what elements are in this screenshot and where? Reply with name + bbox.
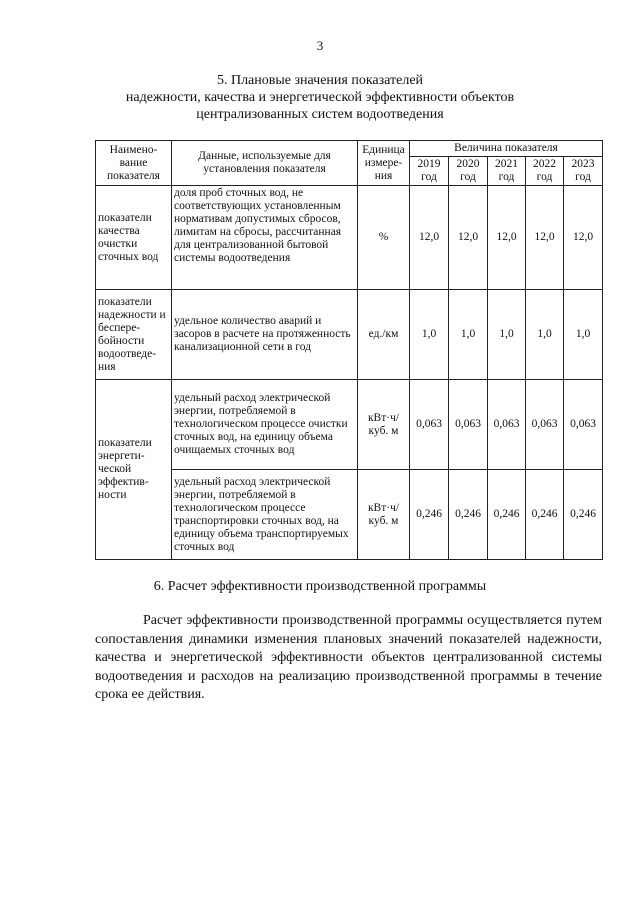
header-data: Данные, используемые для установления показателя — [172, 141, 358, 186]
row-value: 1,0 — [488, 290, 526, 380]
header-value: Величина показателя — [410, 141, 603, 157]
table-row — [96, 186, 603, 290]
row-unit: кВт·ч/ куб. м — [358, 380, 410, 470]
section-6-paragraph-text: Расчет эффективности производственной программы осуществляется путем сопоставления динамики изменения плановых значений показателей надежности, качества и энергетической эффективности объектов централизованной системы водоотведения и расходов на реализацию производственной программы в течение срока ее действия. — [95, 613, 602, 703]
row-unit: ед./км — [358, 290, 410, 380]
row-unit: % — [358, 186, 410, 290]
section-6-paragraph — [95, 612, 602, 705]
table-header-row — [96, 141, 603, 157]
row-value: 1,0 — [410, 290, 449, 380]
row-description: доля проб сточных вод, не соответствующих установленным нормативам допустимых сбросов, лимитам на сбросы, рассчитанная для централизованной бытовой системы водоотведения — [172, 186, 358, 290]
header-year: 2021 год — [488, 157, 526, 186]
row-value: 0,063 — [449, 380, 488, 470]
row-name: показатели надежности и беспере-бойности водоотведе-ния — [96, 290, 172, 380]
row-value: 1,0 — [449, 290, 488, 380]
row-value: 0,063 — [526, 380, 564, 470]
row-name: показатели энергети-ческой эффектив-ности — [96, 380, 172, 560]
row-value: 12,0 — [488, 186, 526, 290]
row-value: 12,0 — [410, 186, 449, 290]
row-value: 0,246 — [410, 470, 449, 560]
header-unit: Единица измере-ния — [358, 141, 410, 186]
row-value: 12,0 — [564, 186, 603, 290]
row-value: 12,0 — [449, 186, 488, 290]
row-value: 0,063 — [410, 380, 449, 470]
header-year: 2020 год — [449, 157, 488, 186]
header-name: Наимено-вание показателя — [96, 141, 172, 186]
header-year: 2023 год — [564, 157, 603, 186]
header-year: 2019 год — [410, 157, 449, 186]
row-description: удельный расход электрической энергии, потребляемой в технологическом процессе транспортировки сточных вод, на единицу объема транспортируемых сточных вод — [172, 470, 358, 560]
row-description: удельный расход электрической энергии, потребляемой в технологическом процессе очистки сточных вод, на единицу объема очищаемых сточных вод — [172, 380, 358, 470]
header-year: 2022 год — [526, 157, 564, 186]
section-6-title: 6. Расчет эффективности производственной программы — [153, 579, 487, 594]
row-value: 12,0 — [526, 186, 564, 290]
table-row — [96, 380, 603, 470]
row-value: 0,246 — [449, 470, 488, 560]
page-number: 3 — [316, 38, 324, 53]
row-unit: кВт·ч/ куб. м — [358, 470, 410, 560]
row-value: 0,246 — [564, 470, 603, 560]
indicators-table — [95, 140, 603, 560]
row-value: 0,063 — [488, 380, 526, 470]
row-value: 0,063 — [564, 380, 603, 470]
row-value: 0,246 — [488, 470, 526, 560]
row-value: 1,0 — [526, 290, 564, 380]
section-5-title-line-2: надежности, качества и энергетической эффективности объектов — [125, 90, 515, 105]
row-description: удельное количество аварий и засоров в расчете на протяженность канализационной сети в год — [172, 290, 358, 380]
section-5-title-line-1: 5. Плановые значения показателей — [216, 73, 424, 88]
section-5-title-line-3: централизованных систем водоотведения — [196, 107, 444, 122]
table-row — [96, 290, 603, 380]
row-value: 0,246 — [526, 470, 564, 560]
row-name: показатели качества очистки сточных вод — [96, 186, 172, 290]
table-row — [96, 470, 603, 560]
row-value: 1,0 — [564, 290, 603, 380]
section-5-title — [0, 72, 640, 123]
